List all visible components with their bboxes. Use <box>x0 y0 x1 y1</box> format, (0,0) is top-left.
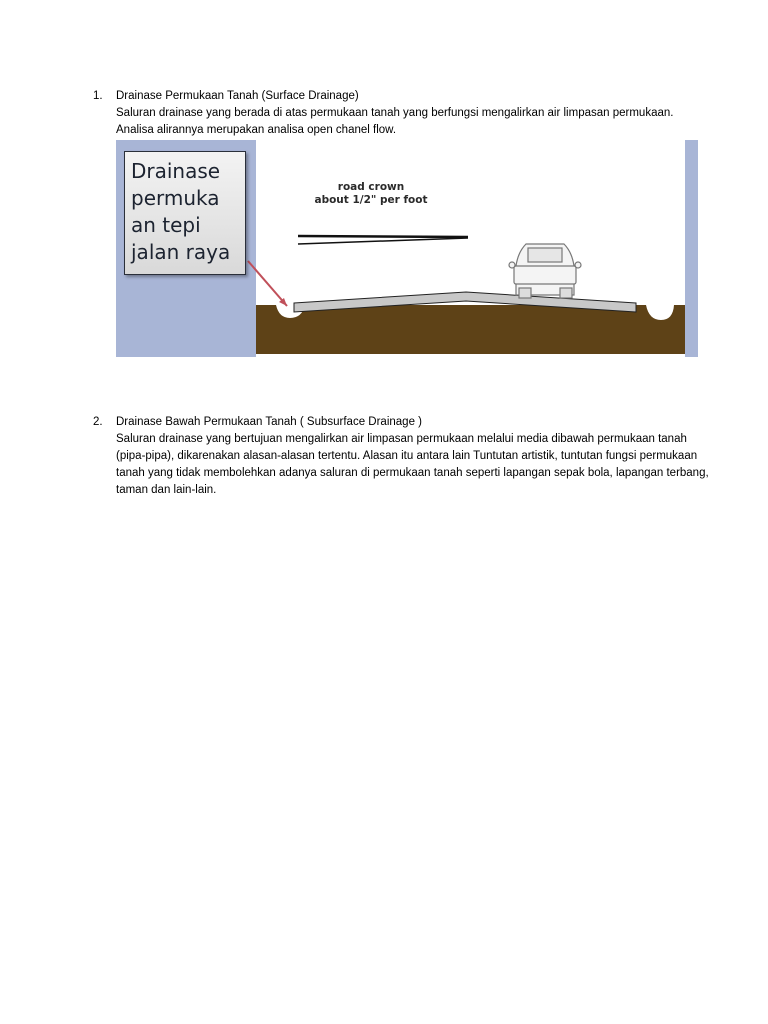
road-crown-line-2: about 1/2" per foot <box>314 194 428 206</box>
callout-label-box <box>124 151 246 275</box>
road-crown-line-1: road crown <box>337 181 405 193</box>
item-paragraph: Saluran drainase yang berada di atas permukaan tanah yang berfungsi mengalirkan air limpasan permukaan. Analisa alirannya merupakan analisa open chanel flow. <box>116 107 674 136</box>
item-paragraph: Saluran drainase yang bertujuan mengalirkan air limpasan permukaan melalui media dibawah permukaan tanah (pipa-pipa), dikarenakan alasan-alasan tertentu. Alasan itu antara lain Tuntutan artistik, tuntutan fungsi permukaan tanah yang tidak membolehkan adanya saluran di permukaan tanah seperti lapangan sepak bola, lapangan terbang, taman dan lain-lain. <box>116 433 709 496</box>
callout-line: Drainase <box>131 159 221 183</box>
road-crown-label <box>296 181 446 207</box>
callout-line: permuka <box>131 186 220 210</box>
callout-line: jalan raya <box>131 240 231 264</box>
item-title: Drainase Bawah Permukaan Tanah ( Subsurface Drainage ) <box>116 416 422 428</box>
road-drainage-figure <box>116 140 698 357</box>
callout-line: an tepi <box>131 213 201 237</box>
list-number: 1. <box>93 90 103 102</box>
list-item-surface-drainage <box>93 88 713 139</box>
item-title: Drainase Permukaan Tanah (Surface Drainage) <box>116 90 359 102</box>
list-item-subsurface-drainage <box>93 414 713 499</box>
list-number: 2. <box>93 416 103 428</box>
